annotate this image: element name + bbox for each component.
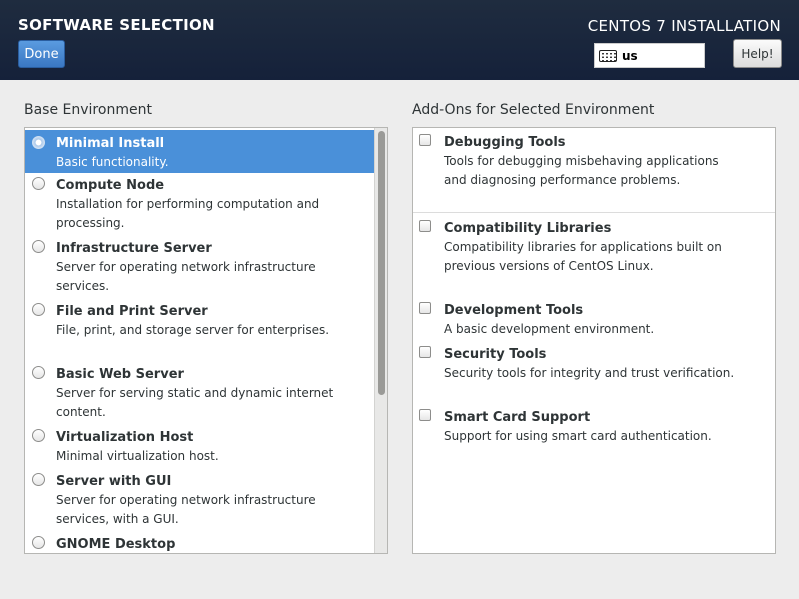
scrollbar[interactable] (374, 128, 388, 554)
radio-button[interactable] (32, 177, 45, 190)
env-item-virtualization-host[interactable] (25, 427, 374, 469)
env-item-title: Server with GUI (56, 474, 172, 489)
addon-item-compatibility-libraries[interactable] (413, 219, 775, 281)
env-item-title: Compute Node (56, 178, 165, 193)
addon-item-development-tools[interactable] (413, 301, 775, 343)
radio-button[interactable] (32, 366, 45, 379)
radio-button[interactable] (32, 240, 45, 253)
addon-item-description: Compatibility libraries for applications built on previous versions of CentOS Linux. (444, 240, 722, 273)
addon-item-description: A basic development environment. (444, 322, 655, 336)
env-item-title: File and Print Server (56, 304, 208, 319)
env-item-description: File, print, and storage server for enterprises. (56, 323, 330, 337)
env-item-description: Minimal virtualization host. (56, 449, 219, 463)
checkbox[interactable] (419, 346, 431, 358)
env-item-server-with-gui[interactable] (25, 471, 374, 531)
checkbox[interactable] (419, 302, 431, 314)
addon-item-smart-card-support[interactable] (413, 408, 775, 450)
base-environment-heading: Base Environment (24, 102, 152, 118)
addon-item-title: Smart Card Support (444, 410, 591, 425)
env-item-description: Installation for performing computation and processing. (56, 197, 320, 230)
addon-item-title: Debugging Tools (444, 135, 566, 150)
env-item-title: Minimal Install (56, 136, 165, 151)
addon-item-title: Compatibility Libraries (444, 221, 612, 236)
env-item-minimal-install[interactable] (25, 130, 374, 173)
keyboard-layout-indicator[interactable] (594, 43, 705, 68)
addon-item-description: Tools for debugging misbehaving applications and diagnosing performance problems. (444, 154, 719, 187)
header-bar (0, 0, 799, 80)
checkbox[interactable] (419, 409, 431, 421)
help-button[interactable]: Help! (733, 39, 782, 68)
addon-item-title: Development Tools (444, 303, 584, 318)
env-item-compute-node[interactable] (25, 175, 374, 235)
radio-button[interactable] (32, 473, 45, 486)
addon-item-description: Support for using smart card authentication. (444, 429, 712, 443)
done-button[interactable]: Done (18, 40, 65, 68)
radio-button[interactable] (32, 136, 45, 149)
radio-button[interactable] (32, 429, 45, 442)
addon-item-title: Security Tools (444, 347, 547, 362)
installer-title: CENTOS 7 INSTALLATION (587, 17, 781, 35)
keyboard-icon (599, 50, 617, 62)
addon-item-description: Security tools for integrity and trust verification. (444, 366, 735, 380)
env-item-infrastructure-server[interactable] (25, 238, 374, 298)
env-item-gnome-desktop[interactable] (25, 534, 374, 554)
page-title: SOFTWARE SELECTION (18, 16, 215, 34)
addons-heading: Add-Ons for Selected Environment (412, 102, 655, 118)
radio-button[interactable] (32, 536, 45, 549)
env-item-file-and-print-server[interactable] (25, 301, 374, 361)
addons-list[interactable] (412, 127, 776, 554)
env-item-basic-web-server[interactable] (25, 364, 374, 424)
env-item-title: Basic Web Server (56, 367, 184, 382)
scrollbar-thumb[interactable] (378, 131, 385, 395)
env-item-title: Infrastructure Server (56, 241, 212, 256)
radio-button[interactable] (32, 303, 45, 316)
env-item-description: Server for operating network infrastructure services. (56, 260, 316, 293)
checkbox[interactable] (419, 134, 431, 146)
env-item-description: Basic functionality. (56, 155, 169, 169)
env-item-description: Server for operating network infrastructure services, with a GUI. (56, 493, 316, 526)
base-environment-list[interactable] (24, 127, 388, 554)
env-item-title: GNOME Desktop (56, 537, 176, 552)
addon-item-security-tools[interactable] (413, 345, 775, 387)
checkbox[interactable] (419, 220, 431, 232)
env-item-title: Virtualization Host (56, 430, 194, 445)
separator (413, 212, 775, 213)
keyboard-layout-label: us (622, 48, 638, 63)
addon-item-debugging-tools[interactable] (413, 133, 775, 195)
env-item-description: Server for serving static and dynamic internet content. (56, 386, 334, 419)
